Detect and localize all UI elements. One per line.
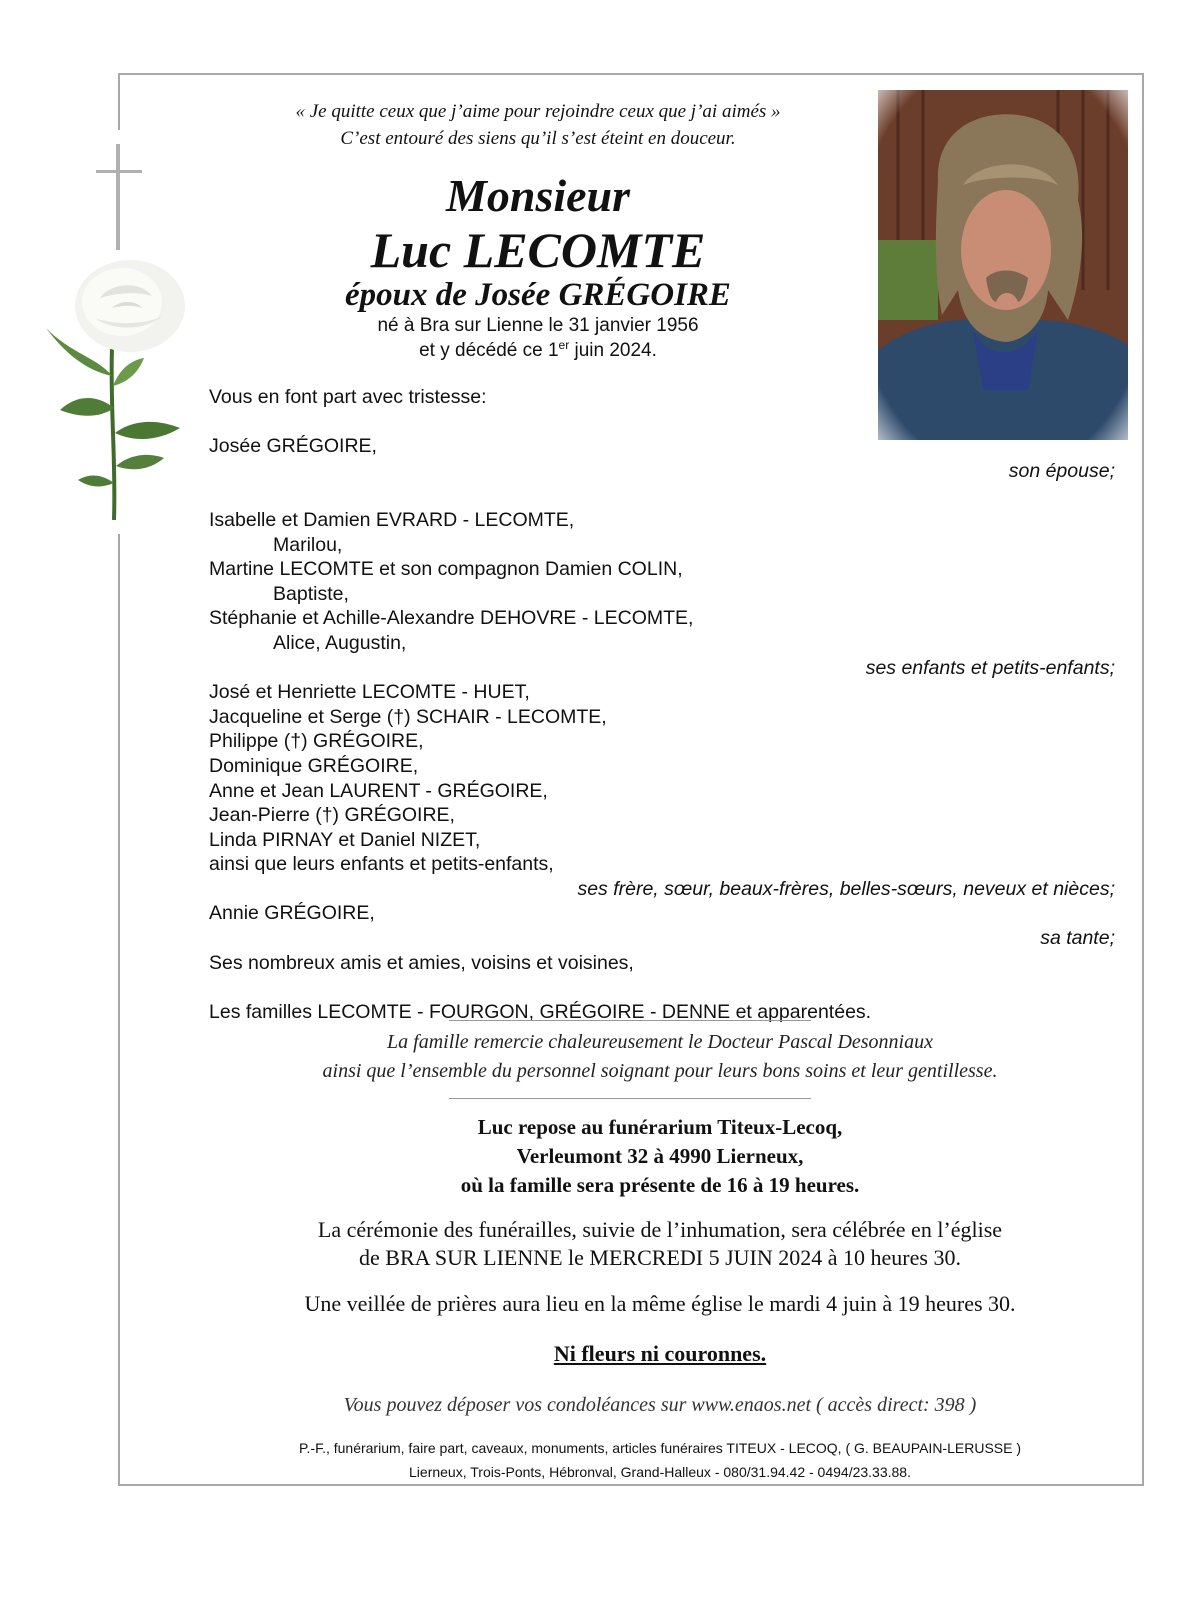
children-role: ses enfants et petits-enfants; — [865, 656, 1115, 679]
aunt-role: sa tante; — [1040, 927, 1115, 950]
family-list — [209, 385, 1115, 1024]
ceremony-line-2: de BRA SUR LIENNE le MERCREDI 5 JUIN 2024 à 10 heures 30. — [359, 1245, 961, 1270]
no-flowers-notice — [200, 1339, 1120, 1369]
quote-line-1: « Je quitte ceux que j’aime pour rejoindre ceux que j’ai aimés » — [295, 101, 781, 122]
spouse-line: époux de Josée GRÉGOIRE — [345, 277, 731, 313]
death-line — [200, 339, 876, 363]
repose-line-2: Verleumont 32 à 4990 Lierneux, — [516, 1144, 804, 1168]
thanks-line-1: La famille remercie chaleureusement le Docteur Pascal Desonniaux — [387, 1031, 933, 1053]
cross-icon — [116, 144, 120, 250]
repose-info — [200, 1113, 1120, 1200]
repose-line-1: Luc repose au funérarium Titeux-Lecoq, — [477, 1115, 843, 1139]
spouse-role: son épouse; — [1008, 459, 1115, 482]
thanks-line-2: ainsi que l’ensemble du personnel soignant pour leurs bons soins et leur gentillesse. — [322, 1060, 998, 1082]
divider — [449, 1020, 811, 1021]
cross-icon-bar — [96, 170, 142, 173]
white-rose-image — [40, 258, 190, 520]
condolences-notice: Vous pouvez déposer vos condoléances sur www.enaos.net ( accès direct: 398 ) — [343, 1394, 977, 1416]
siblings-role: ses frère, sœur, beaux-frères, belles-sœurs, neveux et nièces; — [577, 877, 1115, 900]
deceased-name: Luc LECOMTE — [370, 222, 706, 278]
list-item: Anne et Jean LAURENT - GRÉGOIRE, — [209, 779, 548, 802]
list-item: Martine LECOMTE et son compagnon Damien COLIN, — [209, 558, 683, 581]
no-flowers-text: Ni fleurs ni couronnes. — [553, 1341, 767, 1366]
footer-line-1: P.-F., funérarium, faire part, caveaux, monuments, articles funéraires TITEUX - LECOQ, ( G. BEAUPAIN-LERUSSE ) — [298, 1440, 1022, 1456]
intro-line: Vous en font part avec tristesse: — [209, 386, 487, 408]
divider — [449, 1098, 811, 1099]
list-item: Stéphanie et Achille-Alexandre DEHOVRE - LECOMTE, — [209, 607, 694, 630]
vigil-info: Une veillée de prières aura lieu en la même église le mardi 4 juin à 19 heures 30. — [304, 1291, 1016, 1316]
spouse-name: Josée GRÉGOIRE, — [209, 435, 377, 458]
ceremony-line-1: La cérémonie des funérailles, suivie de l’inhumation, sera célébrée en l’église — [317, 1217, 1003, 1242]
list-item: Jacqueline et Serge (†) SCHAIR - LECOMTE, — [209, 705, 607, 728]
list-item: ainsi que leurs enfants et petits-enfants, — [209, 853, 554, 876]
list-item: Dominique GRÉGOIRE, — [209, 754, 419, 777]
friends-line: Ses nombreux amis et amies, voisins et voisines, — [209, 951, 634, 974]
families-line: Les familles LECOMTE - FOURGON, GRÉGOIRE - DENNE et apparentées. — [209, 1000, 872, 1023]
list-item: José et Henriette LECOMTE - HUET, — [209, 681, 530, 704]
list-item: Jean-Pierre (†) GRÉGOIRE, — [209, 804, 455, 827]
list-item: Philippe (†) GRÉGOIRE, — [209, 730, 424, 753]
honorific: Monsieur — [445, 170, 631, 221]
footer — [160, 1436, 1160, 1484]
death-ordinal: er — [558, 338, 570, 352]
ceremony-info — [200, 1216, 1120, 1272]
death-prefix: et y décédé ce 1 — [419, 340, 559, 361]
aunt-name: Annie GRÉGOIRE, — [209, 902, 375, 925]
list-item: Linda PIRNAY et Daniel NIZET, — [209, 828, 481, 851]
opening-quote — [200, 98, 876, 152]
footer-line-2: Lierneux, Trois-Ponts, Hébronval, Grand-Halleux - 080/31.94.42 - 0494/23.33.88. — [409, 1464, 911, 1480]
list-item: Marilou, — [273, 533, 343, 556]
death-suffix: juin 2024. — [569, 340, 657, 361]
list-item: Isabelle et Damien EVRARD - LECOMTE, — [209, 508, 575, 531]
list-item: Alice, Augustin, — [273, 631, 407, 654]
thanks-text — [200, 1028, 1120, 1086]
list-item: Baptiste, — [273, 582, 349, 605]
birth-line: né à Bra sur Lienne le 31 janvier 1956 — [377, 315, 699, 336]
quote-line-2: C’est entouré des siens qu’il s’est éteint en douceur. — [340, 128, 736, 149]
repose-line-3: où la famille sera présente de 16 à 19 heures. — [460, 1173, 860, 1197]
